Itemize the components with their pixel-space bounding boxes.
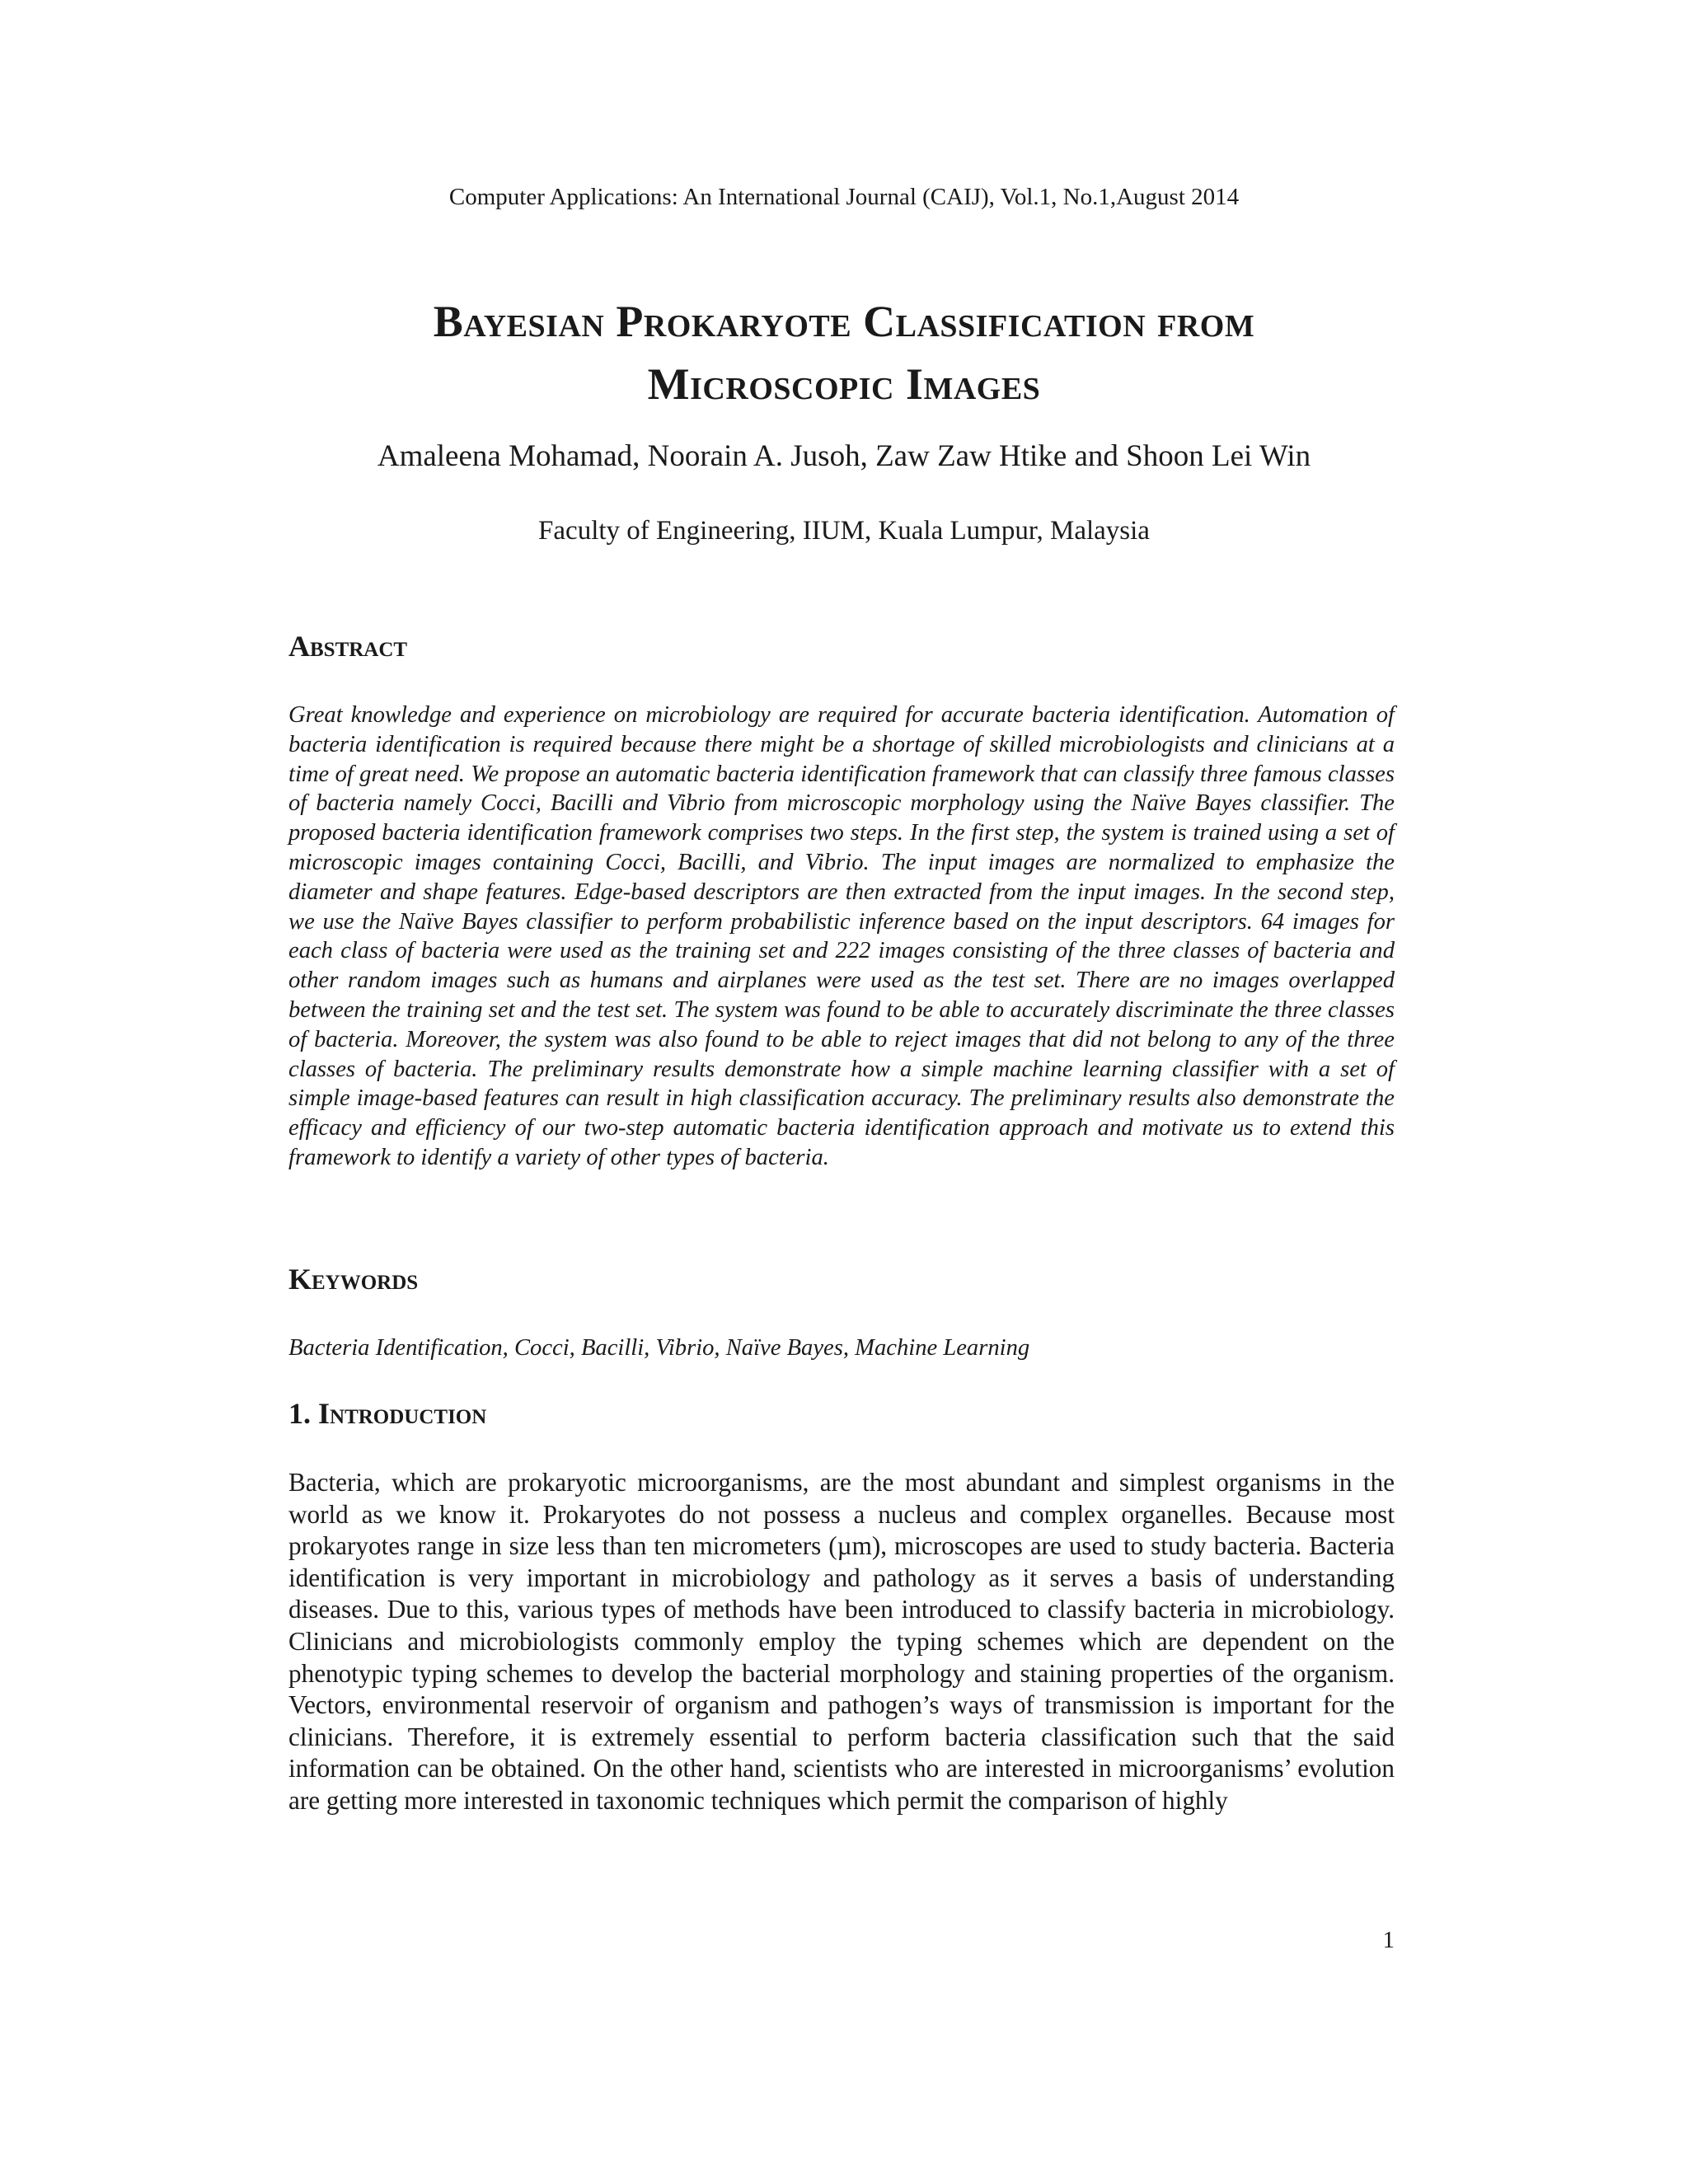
keywords-heading: Keywords <box>288 1263 419 1296</box>
paper-title-line-1: Bayesian Prokaryote Classification from <box>433 297 1255 346</box>
journal-running-header: Computer Applications: An International Journal (CAIJ), Vol.1, No.1,August 2014 <box>448 184 1240 210</box>
paper-title-line-2: Microscopic Images <box>647 359 1041 409</box>
author-list: Amaleena Mohamad, Noorain A. Jusoh, Zaw Zaw Htike and Shoon Lei Win <box>377 439 1311 473</box>
introduction-text: Bacteria, which are prokaryotic microorganisms, are the most abundant and simplest organisms in the world as we know it. Prokaryotes do not possess a nucleus and complex organelles. Because most prokaryotes range in size less than ten micrometers (µm), microscopes are used to study bacteria. Bacteria identification is very important in microbiology and pathology as it serves a basis of understanding diseases. Due to this, various types of methods have been introduced to classify bacteria in microbiology. Clinicians and microbiologists commonly employ the typing schemes which are dependent on the phenotypic typing schemes to develop the bacterial morphology and staining properties of the organism. Vectors, environmental reservoir of organism and pathogen’s ways of transmission is important for the clinicians. Therefore, it is extremely essential to perform bacteria classification such that the said information can be obtained. On the other hand, scientists who are interested in microorganisms’ evolution are getting more interested in taxonomic techniques which permit the comparison of highly <box>288 1468 1395 1815</box>
author-affiliation: Faculty of Engineering, IIUM, Kuala Lumpur, Malaysia <box>538 516 1150 546</box>
paper-title <box>247 290 1441 415</box>
page-number: 1 <box>1382 1927 1395 1953</box>
abstract-text: Great knowledge and experience on microbiology are required for accurate bacteria identification. Automation of bacteria identification is required because there might be a shortage of skilled microbiologists and clinicians at a time of great need. We propose an automatic bacteria identification framework that can classify three famous classes of bacteria namely Cocci, Bacilli and Vibrio from microscopic morphology using the Naïve Bayes classifier. The proposed bacteria identification framework comprises two steps. In the first step, the system is trained using a set of microscopic images containing Cocci, Bacilli, and Vibrio. The input images are normalized to emphasize the diameter and shape features. Edge-based descriptors are then extracted from the input images. In the second step, we use the Naïve Bayes classifier to perform probabilistic inference based on the input descriptors. 64 images for each class of bacteria were used as the training set and 222 images consisting of the three classes of bacteria and other random images such as humans and airplanes were used as the test set. There are no images overlapped between the training set and the test set. The system was found to be able to accurately discriminate the three classes of bacteria. Moreover, the system was also found to be able to reject images that did not belong to any of the three classes of bacteria. The preliminary results demonstrate how a simple machine learning classifier with a set of simple image-based features can result in high classification accuracy. The preliminary results also demonstrate the efficacy and efficiency of our two-step automatic bacteria identification approach and motivate us to extend this framework to identify a variety of other types of bacteria. <box>288 702 1395 1170</box>
abstract-heading: Abstract <box>288 630 408 663</box>
introduction-heading: 1. Introduction <box>288 1397 487 1430</box>
keywords-text: Bacteria Identification, Cocci, Bacilli, Vibrio, Naïve Bayes, Machine Learning <box>288 1335 1030 1361</box>
